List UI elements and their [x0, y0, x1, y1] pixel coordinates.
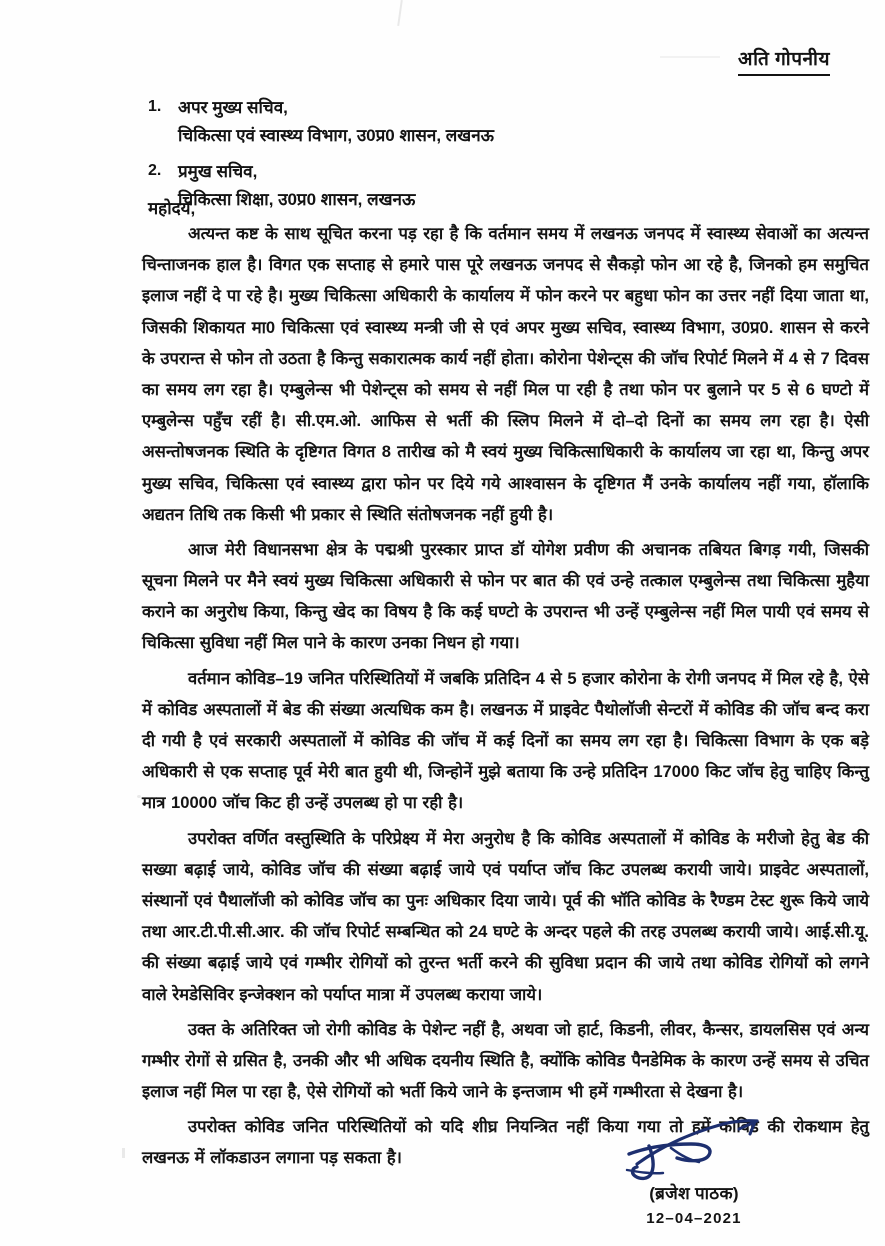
signature-date: 12–04–2021 — [646, 1209, 742, 1227]
addressee-item — [148, 94, 748, 149]
addressee-designation: प्रमुख सचिव, — [178, 162, 258, 182]
addressee-item — [148, 158, 748, 213]
salutation: महोदय, — [148, 199, 196, 218]
body-paragraph: वर्तमान कोविड–19 जनित परिस्थितियों में जबकि प्रतिदिन 4 से 5 हजार कोरोना के रोगी जनपद में मिल रहे है, ऐसे में कोविड अस्पतालों में बेड की संख्या अत्यधिक कम है। लखनऊ में प्राइवेट पैथोलॉजी सेन्टरों में कोविड की जॉच बन्द करा दी गयी है एवं सरकारी अस्पतालों में कोविड की जॉच में कई दिनों का समय लग रहा है। चिकित्सा विभाग के एक बड़े अधिकारी से एक सप्ताह पूर्व मेरी बात हुयी थी, जिन्होनें मुझे बताया कि उन्हे प्रतिदिन 17000 किट जॉच हेतु चाहिए किन्तु मात्र 10000 जॉच किट ही उन्हें उपलब्ध हो पा रही है। — [142, 668, 869, 813]
addressee-details — [178, 158, 748, 213]
scan-artifact — [397, 0, 403, 26]
addressee-details — [178, 94, 748, 149]
body-paragraph: अत्यन्त कष्ट के साथ सूचित करना पड़ रहा है कि वर्तमान समय में लखनऊ जनपद में स्वास्थ्य सेवाओं का अत्यन्त चिन्ताजनक हाल है। विगत एक सप्ताह से हमारे पास पूरे लखनऊ जनपद से सैकड़ो फोन आ रहे है, जिनको हम समुचित इलाज नहीं दे पा रहे है। मुख्य चिकित्सा अधिकारी के कार्यालय में फोन करने पर बहुधा फोन का उत्तर नहीं दिया जाता था, जिसकी शिकायत मा0 चिकित्सा एवं स्वास्थ्य मन्त्री जी से एवं अपर मुख्य सचिव, स्वास्थ्य विभाग, उ0प्र0. शासन से करने के उपरान्त से फोन तो उठता है किन्तु सकारात्मक कार्य नहीं होता। कोरोना पेशेन्ट्स की जॉच रिपोर्ट मिलने में 4 से 7 दिवस का समय लग रहा है। एम्बुलेन्स भी पेशेन्ट्स को समय से नहीं मिल पा रही है तथा फोन पर बुलाने पर 5 से 6 घण्टो में एम्बुलेन्स पहुँच रहीं है। सी.एम.ओ. आफिस से भर्ती की स्लिप मिलने में दो–दो दिनों का समय लग रहा है। ऐसी असन्तोषजनक स्थिति के दृष्टिगत विगत 8 तारीख को मै स्वयं मुख्य चिकित्साधिकारी के कार्यालय जा रहा था, किन्तु अपर मुख्य सचिव, चिकित्सा एवं स्वास्थ्य द्वारा फोन पर दिये गये आश्वासन के दृष्टिगत मैं उनके कार्यालय नहीं गया, हॉलाकि अद्यतन तिथि तक किसी भी प्रकार से स्थिति संतोषजनक नहीं हुयी है। — [142, 224, 869, 524]
body-paragraph: उपरोक्त वर्णित वस्तुस्थिति के परिप्रेक्ष्य में मेरा अनुरोध है कि कोविड अस्पतालों में कोविड के मरीजो हेतु बेड की सख्या बढ़ाई जाये, कोविड जॉच की संख्या बढ़ाई जाये एवं पर्याप्त जॉच किट उपलब्ध करायी जाये। प्राइवेट अस्पतालों, संस्थानों एवं पैथालॉजी को कोविड जॉच का पुनः अधिकार दिया जाये। पूर्व की भॉति कोविड के रैण्डम टेस्ट शुरू किये जाये तथा आर.टी.पी.सी.आर. की जॉच रिपोर्ट सम्बन्धित को 24 घण्टे के अन्दर पहले की तरह उपलब्ध करायी जाये। आई.सी.यू. की संख्या बढ़ाई जाये एवं गम्भीर रोगियों को तुरन्त भर्ती करने की सुविधा प्रदान की जाये तथा कोविड रोगियों को लगने वाले रेमडेसिविर इन्जेक्शन को पर्याप्त मात्रा में उपलब्ध कराया जाये। — [142, 828, 869, 1004]
addressee-department: चिकित्सा शिक्षा, उ0प्र0 शासन, लखनऊ — [178, 189, 416, 209]
handwritten-signature — [569, 1118, 819, 1186]
signer-name: (ब्रजेश पाठक) — [649, 1184, 739, 1203]
scan-artifact — [122, 1148, 125, 1158]
addressee-number: 1. — [148, 98, 162, 115]
addressee-list — [148, 94, 748, 222]
addressee-department: चिकित्सा एवं स्वास्थ्य विभाग, उ0प्र0 शासन, लखनऊ — [178, 125, 494, 145]
scan-artifact — [660, 56, 720, 58]
body-paragraph: उक्त के अतिरिक्त जो रोगी कोविड के पेशेन्ट नहीं है, अथवा जो हार्ट, किडनी, लीवर, कैन्सर, डायलसिस एवं अन्य गम्भीर रोगों से ग्रसित है, उनकी और भी अधिक दयनीय स्थिति है, क्योंकि कोविड पैनडेमिक के कारण उन्हें समय से उचित इलाज नहीं मिल पा रहा है, ऐसे रोगियों को भर्ती किये जाने के इन्तजाम भी हमें गम्भीरता से देखना है। — [142, 1019, 869, 1102]
confidential-classification-label: अति गोपनीय — [738, 48, 830, 76]
scan-artifact — [137, 795, 141, 798]
letter-body — [142, 218, 869, 1174]
body-paragraph: उपरोक्त कोविड जनित परिस्थितियों को यदि शीघ्र नियन्त्रित नहीं किया गया तो हमें कोविड की रोकथाम हेतु लखनऊ में लॉकडाउन लगाना पड़ सकता है। — [142, 1117, 869, 1168]
body-paragraph: आज मेरी विधानसभा क्षेत्र के पद्मश्री पुरस्कार प्राप्त डॉ योगेश प्रवीण की अचानक तबियत बिगड़ गयी, जिसकी सूचना मिलने पर मैने स्वयं मुख्य चिकित्सा अधिकारी से फोन पर बात की एवं उन्हे तत्काल एम्बुलेन्स तथा चिकित्सा मुहैया कराने का अनुरोध किया, किन्तु खेद का विषय है कि कई घण्टो के उपरान्त भी उन्हें एम्बुलेन्स नहीं मिल पायी एवं समय से चिकित्सा सुविधा नहीं मिल पाने के कारण उनका निधन हो गया। — [142, 539, 869, 653]
addressee-designation: अपर मुख्य सचिव, — [178, 98, 288, 117]
addressee-number: 2. — [148, 162, 162, 180]
signature-block — [569, 1118, 819, 1230]
